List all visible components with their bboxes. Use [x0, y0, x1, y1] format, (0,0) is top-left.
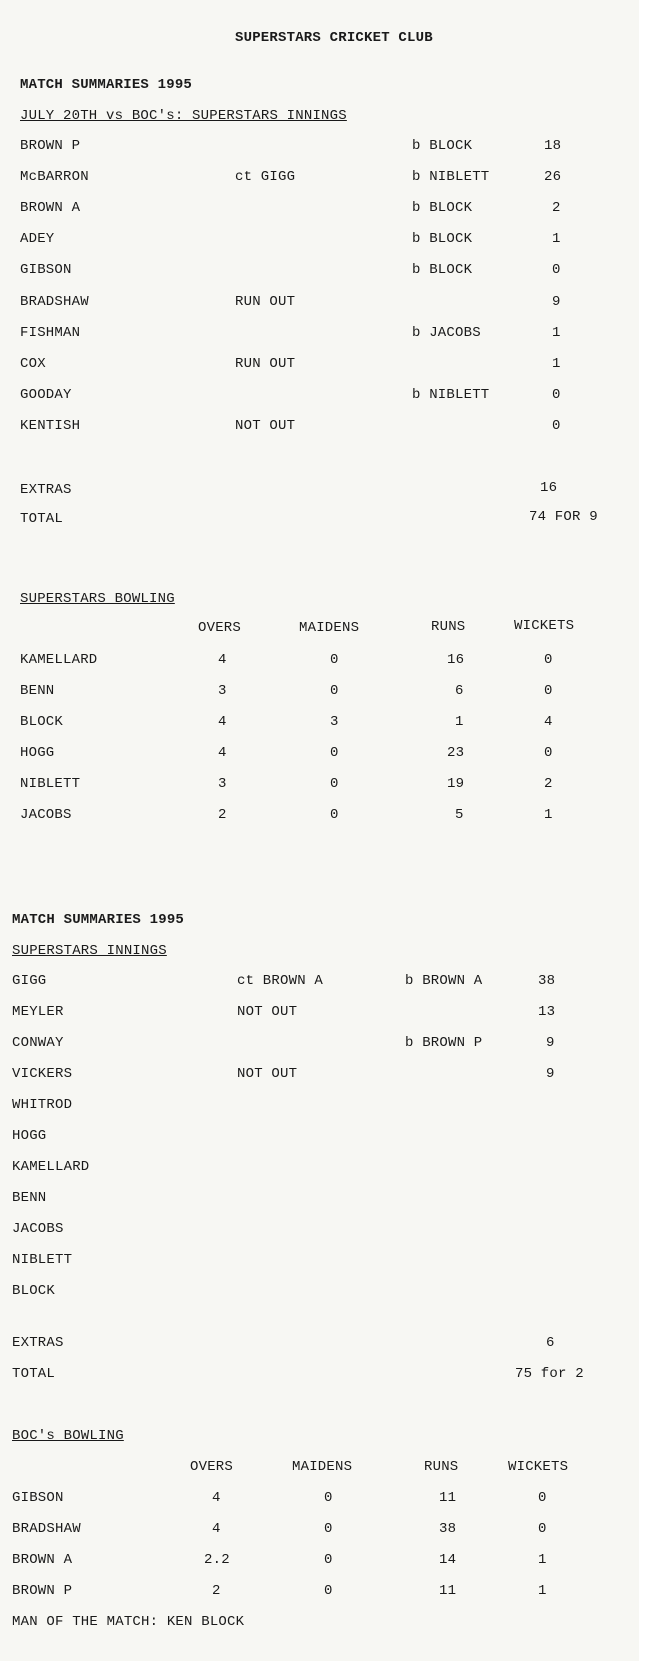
- batting-runs: 9: [546, 1035, 555, 1051]
- match2-innings-title: SUPERSTARS INNINGS: [12, 943, 167, 959]
- batting-player-name: BLOCK: [12, 1283, 56, 1299]
- bowler-wickets: 0: [538, 1490, 547, 1506]
- bowler-runs: 19: [447, 776, 465, 792]
- batting-bowler: b NIBLETT: [412, 169, 490, 185]
- match2-header-runs: RUNS: [424, 1459, 459, 1475]
- page-edge: [639, 0, 661, 1661]
- bowler-name: BRADSHAW: [12, 1521, 81, 1537]
- bowler-runs: 11: [439, 1490, 457, 1506]
- batting-player-name: CONWAY: [12, 1035, 64, 1051]
- match2-extras-label: EXTRAS: [12, 1335, 64, 1351]
- bowler-runs: 1: [455, 714, 464, 730]
- batting-player-name: WHITROD: [12, 1097, 73, 1113]
- match1-extras-label: EXTRAS: [20, 482, 72, 498]
- bowler-maidens: 0: [324, 1490, 333, 1506]
- batting-player-name: McBARRON: [20, 169, 89, 185]
- batting-runs: 9: [546, 1066, 555, 1082]
- match2-header-wickets: WICKETS: [508, 1459, 569, 1475]
- batting-runs: 2: [552, 200, 561, 216]
- batting-player-name: GIBSON: [20, 262, 72, 278]
- match2-header-overs: OVERS: [190, 1459, 234, 1475]
- bowler-overs: 4: [212, 1521, 221, 1537]
- batting-player-name: VICKERS: [12, 1066, 73, 1082]
- bowler-wickets: 4: [544, 714, 553, 730]
- batting-player-name: JACOBS: [12, 1221, 64, 1237]
- bowler-wickets: 1: [544, 807, 553, 823]
- batting-dismissal: ct BROWN A: [237, 973, 324, 989]
- man-of-the-match: MAN OF THE MATCH: KEN BLOCK: [12, 1614, 245, 1630]
- batting-bowler: b BLOCK: [412, 262, 473, 278]
- bowler-overs: 2.2: [204, 1552, 230, 1568]
- match2-extras-value: 6: [546, 1335, 555, 1351]
- batting-runs: 0: [552, 262, 561, 278]
- bowler-name: KAMELLARD: [20, 652, 98, 668]
- batting-runs: 38: [538, 973, 556, 989]
- batting-player-name: GOODAY: [20, 387, 72, 403]
- match1-total-label: TOTAL: [20, 511, 64, 527]
- bowler-runs: 14: [439, 1552, 457, 1568]
- batting-player-name: GIGG: [12, 973, 47, 989]
- match1-heading: MATCH SUMMARIES 1995: [20, 77, 193, 93]
- bowler-maidens: 0: [330, 683, 339, 699]
- match1-innings-title: JULY 20TH vs BOC's: SUPERSTARS INNINGS: [20, 108, 347, 124]
- match2-heading: MATCH SUMMARIES 1995: [12, 912, 185, 928]
- batting-player-name: KAMELLARD: [12, 1159, 90, 1175]
- bowler-maidens: 0: [324, 1583, 333, 1599]
- batting-runs: 1: [552, 325, 561, 341]
- batting-dismissal: NOT OUT: [235, 418, 296, 434]
- batting-bowler: b BLOCK: [412, 200, 473, 216]
- batting-runs: 13: [538, 1004, 556, 1020]
- bowler-maidens: 0: [330, 745, 339, 761]
- batting-runs: 1: [552, 356, 561, 372]
- batting-player-name: FISHMAN: [20, 325, 81, 341]
- batting-dismissal: ct GIGG: [235, 169, 296, 185]
- match1-extras-value: 16: [540, 480, 558, 496]
- bowler-runs: 11: [439, 1583, 457, 1599]
- bowler-runs: 38: [439, 1521, 457, 1537]
- bowler-runs: 6: [455, 683, 464, 699]
- match1-total-value: 74 FOR 9: [529, 509, 598, 525]
- batting-player-name: MEYLER: [12, 1004, 64, 1020]
- bowler-wickets: 1: [538, 1552, 547, 1568]
- batting-dismissal: NOT OUT: [237, 1066, 298, 1082]
- bowler-runs: 16: [447, 652, 465, 668]
- bowler-name: BENN: [20, 683, 55, 699]
- batting-player-name: BROWN A: [20, 200, 81, 216]
- batting-player-name: COX: [20, 356, 46, 372]
- batting-bowler: b BLOCK: [412, 138, 473, 154]
- batting-runs: 26: [544, 169, 562, 185]
- match2-total-label: TOTAL: [12, 1366, 56, 1382]
- batting-runs: 1: [552, 231, 561, 247]
- bowler-name: HOGG: [20, 745, 55, 761]
- bowler-name: BLOCK: [20, 714, 64, 730]
- bowler-maidens: 0: [324, 1552, 333, 1568]
- bowler-name: BROWN A: [12, 1552, 73, 1568]
- batting-player-name: BROWN P: [20, 138, 81, 154]
- bowler-wickets: 0: [544, 683, 553, 699]
- batting-player-name: BRADSHAW: [20, 294, 89, 310]
- bowler-maidens: 0: [324, 1521, 333, 1537]
- bowler-wickets: 1: [538, 1583, 547, 1599]
- match2-total-value: 75 for 2: [515, 1366, 584, 1382]
- bowler-maidens: 0: [330, 807, 339, 823]
- bowler-overs: 4: [212, 1490, 221, 1506]
- club-title: SUPERSTARS CRICKET CLUB: [235, 30, 433, 46]
- match1-header-maidens: MAIDENS: [299, 620, 360, 636]
- batting-runs: 18: [544, 138, 562, 154]
- bowler-runs: 5: [455, 807, 464, 823]
- batting-runs: 0: [552, 418, 561, 434]
- bowler-runs: 23: [447, 745, 465, 761]
- match2-bowling-title: BOC's BOWLING: [12, 1428, 124, 1444]
- bowler-wickets: 0: [544, 652, 553, 668]
- match1-header-overs: OVERS: [198, 620, 242, 636]
- bowler-wickets: 2: [544, 776, 553, 792]
- batting-bowler: b BROWN P: [405, 1035, 483, 1051]
- batting-player-name: BENN: [12, 1190, 47, 1206]
- batting-bowler: b NIBLETT: [412, 387, 490, 403]
- bowler-maidens: 0: [330, 652, 339, 668]
- bowler-name: NIBLETT: [20, 776, 81, 792]
- bowler-maidens: 0: [330, 776, 339, 792]
- bowler-name: BROWN P: [12, 1583, 73, 1599]
- match1-bowling-title: SUPERSTARS BOWLING: [20, 591, 175, 607]
- bowler-overs: 2: [212, 1583, 221, 1599]
- batting-runs: 0: [552, 387, 561, 403]
- batting-dismissal: NOT OUT: [237, 1004, 298, 1020]
- bowler-wickets: 0: [538, 1521, 547, 1537]
- bowler-wickets: 0: [544, 745, 553, 761]
- bowler-name: JACOBS: [20, 807, 72, 823]
- bowler-name: GIBSON: [12, 1490, 64, 1506]
- bowler-overs: 3: [218, 683, 227, 699]
- bowler-overs: 2: [218, 807, 227, 823]
- bowler-overs: 4: [218, 714, 227, 730]
- batting-bowler: b JACOBS: [412, 325, 481, 341]
- batting-player-name: NIBLETT: [12, 1252, 73, 1268]
- match1-header-wickets: WICKETS: [514, 618, 575, 634]
- batting-bowler: b BROWN A: [405, 973, 483, 989]
- batting-player-name: KENTISH: [20, 418, 81, 434]
- bowler-overs: 4: [218, 745, 227, 761]
- match2-header-maidens: MAIDENS: [292, 1459, 353, 1475]
- match1-header-runs: RUNS: [431, 619, 466, 635]
- batting-dismissal: RUN OUT: [235, 356, 296, 372]
- batting-player-name: HOGG: [12, 1128, 47, 1144]
- batting-bowler: b BLOCK: [412, 231, 473, 247]
- batting-dismissal: RUN OUT: [235, 294, 296, 310]
- bowler-overs: 3: [218, 776, 227, 792]
- batting-runs: 9: [552, 294, 561, 310]
- bowler-overs: 4: [218, 652, 227, 668]
- bowler-maidens: 3: [330, 714, 339, 730]
- batting-player-name: ADEY: [20, 231, 55, 247]
